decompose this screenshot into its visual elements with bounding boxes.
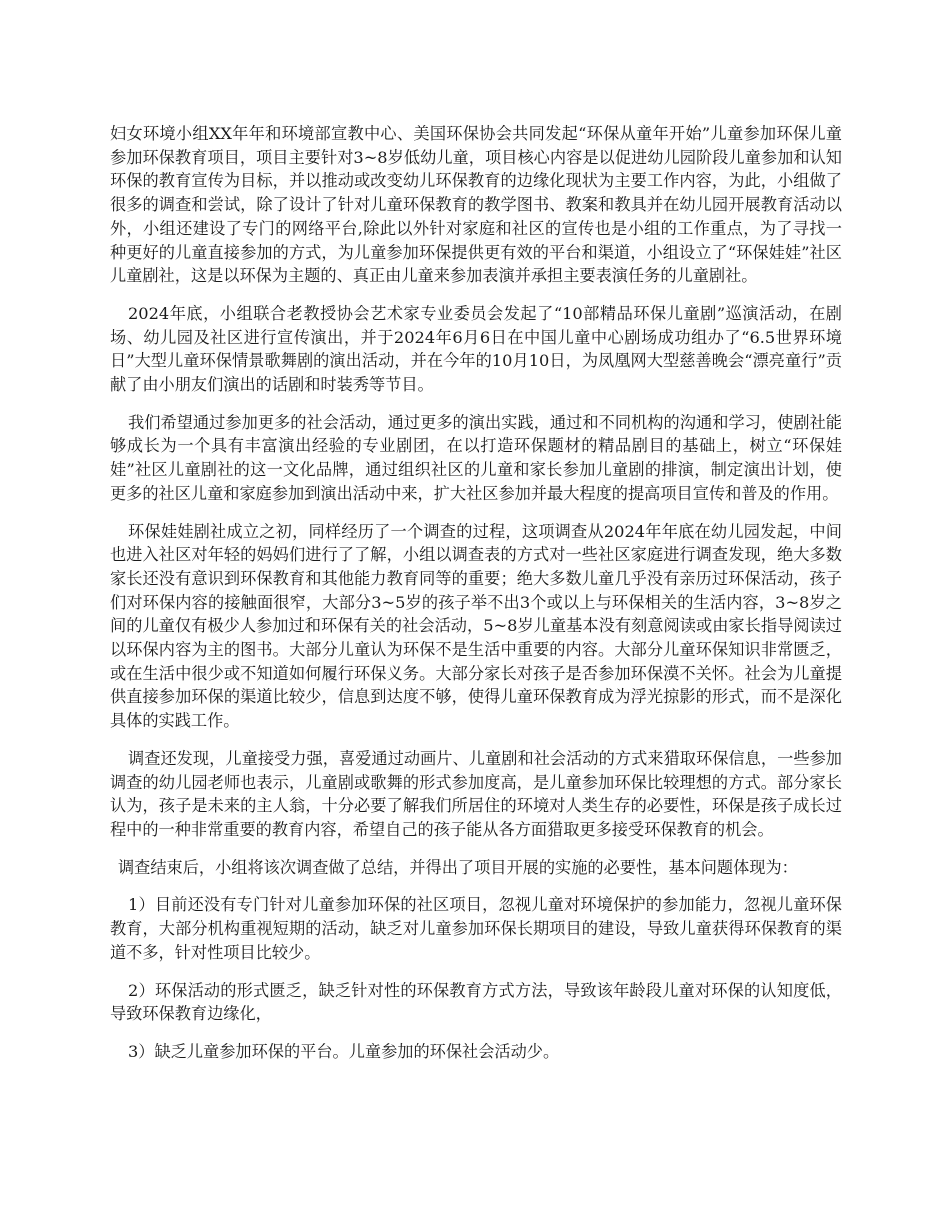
paragraph-survey-findings: 调查还发现，儿童接受力强，喜爱通过动画片、儿童剧和社会活动的方式来猎取环保信息，一些参加调查的幼儿园老师也表示，儿童剧或歌舞的形式参加度高，是儿童参加环保比较理想的方式。部分家长认为，孩子是未来的主人翁，十分必要了解我们所居住的环境对人类生存的必要性，环保是孩子成长过程中的一种非常重要的教育内容，希望自己的孩子能从各方面猎取更多接受环保教育的机会。 <box>110 748 842 839</box>
list-item-3: 3）缺乏儿童参加环保的平台。儿童参加的环保社会活动少。 <box>128 1041 560 1061</box>
paragraph-summary: 调查结束后，小组将该次调查做了总结，并得出了项目开展的实施的必要性，基本问题体现为： <box>118 857 798 877</box>
paragraph-survey: 环保娃娃剧社成立之初，同样经历了一个调查的过程，这项调查从2024年年底在幼儿园发起，中间也进入社区对年轻的妈妈们进行了了解，小组以调查表的方式对一些社区家庭进行调查发现，绝大多数家长还没有意识到环保教育和其他能力教育同等的重要；绝大多数儿童几乎没有亲历过环保活动，孩子们对环保内容的接触面很窄，大部分3~5岁的孩子举不出3个或以上与环保相关的生活内容，3~8岁之间的儿童仅有极少人参加过和环保有关的社会活动，5~8岁儿童基本没有刻意阅读或由家长指导阅读过以环保内容为主的图书。大部分儿童认为环保不是生活中重要的内容。大部分儿童环保知识非常匮乏，或在生活中很少或不知道如何履行环保义务。大部分家长对孩子是否参加环保漠不关怀。社会为儿童提供直接参加环保的渠道比较少，信息到达度不够，使得儿童环保教育成为浮光掠影的形式，而不是深化具体的实践工作。 <box>110 521 842 731</box>
paragraph-intro: 妇女环境小组XX年年和环境部宣教中心、美国环保协会共同发起“环保从童年开始”儿童参加环保儿童参加环保教育项目，项目主要针对3~8岁低幼儿童，项目核心内容是以促进幼儿园阶段儿童参加和认知环保的教育宣传为目标，并以推动或改变幼儿环保教育的边缘化现状为主要工作内容，为此，小组做了很多的调查和尝试，除了设计了针对儿童环保教育的教学图书、教案和教具并在幼儿园开展教育活动以外，小组还建设了专门的网络平台,除此以外针对家庭和社区的宣传也是小组的工作重点，为了寻找一种更好的儿童直接参加的方式，为儿童参加环保提供更有效的平台和渠道，小组设立了“环保娃娃”社区儿童剧社，这是以环保为主题的、真正由儿童来参加表演并承担主要表演任务的儿童剧社。 <box>110 124 842 286</box>
document-body <box>110 122 842 1078</box>
paragraph-2024-tour: 2024年底，小组联合老教授协会艺术家专业委员会发起了“10部精品环保儿童剧”巡演活动，在剧场、幼儿园及社区进行宣传演出，并于2024年6月6日在中国儿童中心剧场成功组办了“6.5世界环境日”大型儿童环保情景歌舞剧的演出活动，并在今年的10月10日，为凤凰网大型慈善晚会“漂亮童行”贡献了由小朋友们演出的话剧和时装秀等节目。 <box>110 303 842 395</box>
list-item-1: 1）目前还没有专门针对儿童参加环保的社区项目，忽视儿童对环境保护的参加能力，忽视儿童环保教育，大部分机构重视短期的活动，缺乏对儿童参加环保长期项目的建设，导致儿童获得环保教育的渠道不多，针对性项目比较少。 <box>110 895 842 962</box>
paragraph-hopes: 我们希望通过参加更多的社会活动，通过更多的演出实践，通过和不同机构的沟通和学习，使剧社能够成长为一个具有丰富演出经验的专业剧团，在以打造环保题材的精品剧目的基础上，树立“环保娃娃”社区儿童剧社的这一文化品牌，通过组织社区的儿童和家长参加儿童剧的排演，制定演出计划，使更多的社区儿童和家庭参加到演出活动中来，扩大社区参加并最大程度的提高项目宣传和普及的作用。 <box>110 412 842 503</box>
list-item-2: 2）环保活动的形式匮乏，缺乏针对性的环保教育方式方法，导致该年龄段儿童对环保的认知度低，导致环保教育边缘化， <box>110 980 842 1024</box>
